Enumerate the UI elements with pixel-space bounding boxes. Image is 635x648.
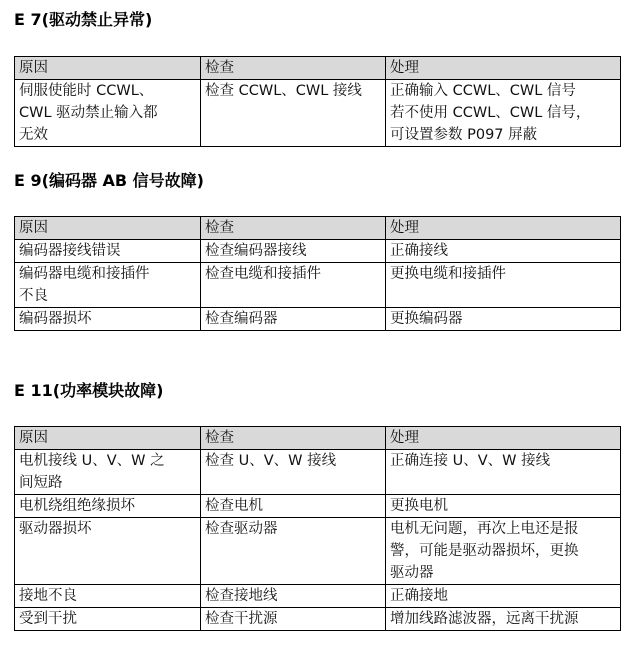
table-row [15,240,621,263]
cause-cell [15,518,201,585]
check-cell [201,608,386,631]
action-text: 正确接地 [390,588,448,604]
header-check: 检查 [201,57,386,80]
table-header-row [15,57,621,80]
header-action: 处理 [386,57,621,80]
check-cell [201,495,386,518]
action-text: 更换电机 [390,498,448,514]
table-header-row [15,217,621,240]
action-cell [386,518,621,585]
cause-text: 编码器接线错误 [19,243,121,259]
cause-text: 驱动器损坏 [19,521,92,537]
section-title-e11: E 11(功率模块故障) [14,381,164,400]
action-text: 正确输入 CCWL、CWL 信号 若不使用 CCWL、CWL 信号， 可设置参数 P097 屏蔽 [390,83,591,143]
header-action: 处理 [386,427,621,450]
cause-cell [15,495,201,518]
action-text: 电机无问题，再次上电还是报 警，可能是驱动器损坏，更换 驱动器 [390,521,579,581]
cause-cell [15,450,201,495]
action-cell [386,308,621,331]
cause-text: 受到干扰 [19,611,77,627]
check-cell [201,80,386,147]
table-row [15,308,621,331]
action-text: 正确连接 U、V、W 接线 [390,453,551,469]
check-text: 检查驱动器 [205,521,278,537]
action-cell [386,450,621,495]
cause-cell [15,80,201,147]
cause-cell [15,263,201,308]
check-text: 检查干扰源 [205,611,278,627]
header-cause: 原因 [15,427,201,450]
fault-table-e9 [14,216,621,331]
fault-table-e11 [14,426,621,631]
check-cell [201,585,386,608]
fault-table-e7 [14,56,621,147]
cause-text: 伺服使能时 CCWL、 CWL 驱动禁止输入都 无效 [19,83,158,143]
cause-text: 编码器损坏 [19,311,92,327]
header-action: 处理 [386,217,621,240]
action-text: 更换编码器 [390,311,463,327]
action-cell [386,80,621,147]
table-row [15,495,621,518]
cause-text: 电机接线 U、V、W 之 间短路 [19,453,165,491]
check-text: 检查 CCWL、CWL 接线 [205,83,362,99]
cause-cell [15,585,201,608]
check-text: 检查 U、V、W 接线 [205,453,337,469]
action-cell [386,585,621,608]
section-title-e9: E 9(编码器 AB 信号故障) [14,171,204,190]
action-cell [386,240,621,263]
cause-cell [15,240,201,263]
check-text: 检查电机 [205,498,263,514]
check-cell [201,240,386,263]
action-text: 更换电缆和接插件 [390,266,506,282]
check-cell [201,518,386,585]
header-cause: 原因 [15,57,201,80]
cause-cell [15,308,201,331]
action-text: 正确接线 [390,243,448,259]
action-cell [386,495,621,518]
table-row [15,518,621,585]
check-cell [201,450,386,495]
action-cell [386,263,621,308]
cause-text: 接地不良 [19,588,77,604]
header-check: 检查 [201,427,386,450]
check-cell [201,263,386,308]
check-text: 检查接地线 [205,588,278,604]
action-text: 增加线路滤波器，远离干扰源 [390,611,579,627]
section-title-e7: E 7(驱动禁止异常) [14,10,153,29]
check-cell [201,308,386,331]
table-row [15,80,621,147]
table-row [15,608,621,631]
table-row [15,585,621,608]
header-cause: 原因 [15,217,201,240]
table-row [15,450,621,495]
check-text: 检查编码器 [205,311,278,327]
table-header-row [15,427,621,450]
check-text: 检查编码器接线 [205,243,307,259]
action-cell [386,608,621,631]
table-row [15,263,621,308]
header-check: 检查 [201,217,386,240]
cause-text: 编码器电缆和接插件 不良 [19,266,150,304]
cause-text: 电机绕组绝缘损坏 [19,498,135,514]
check-text: 检查电缆和接插件 [205,266,321,282]
cause-cell [15,608,201,631]
